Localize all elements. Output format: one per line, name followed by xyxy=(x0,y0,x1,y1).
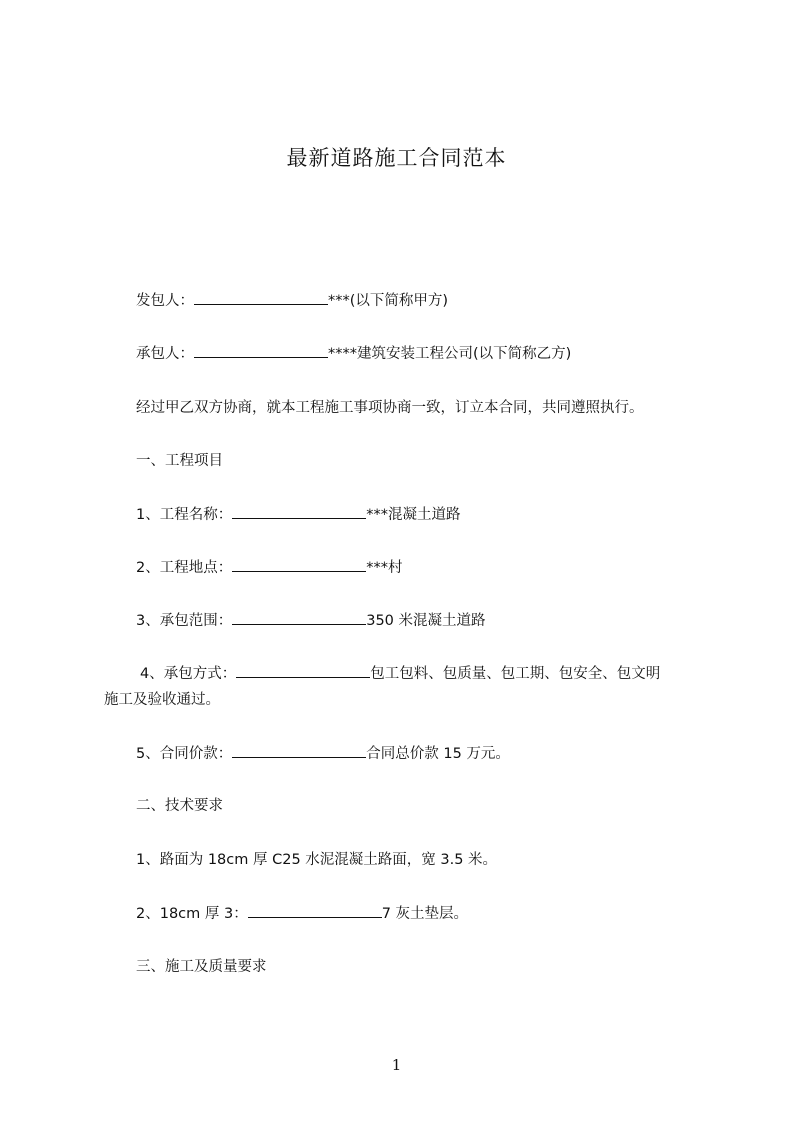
technical-item-2 xyxy=(136,903,468,924)
employer-blank[interactable] xyxy=(194,290,328,305)
technical-item-2-value: 7 灰土垫层。 xyxy=(381,906,469,922)
contract-price-value: 合同总价款 15 万元。 xyxy=(366,746,510,762)
contractor-label: 承包人： xyxy=(136,346,194,362)
contract-price-line xyxy=(136,743,510,764)
project-name-blank[interactable] xyxy=(232,504,366,519)
contractor-line xyxy=(136,343,571,364)
contract-price-blank[interactable] xyxy=(232,743,366,758)
scope-blank[interactable] xyxy=(232,610,366,625)
section2-heading: 二、技术要求 xyxy=(136,798,223,814)
employer-value: ***(以下简称甲方) xyxy=(328,293,449,309)
technical-item-1: 1、路面为 18cm 厚 C25 水泥混凝土路面，宽 3.5 米。 xyxy=(136,852,498,868)
employer-label: 发包人： xyxy=(136,293,194,309)
employer-line xyxy=(136,290,448,311)
contract-mode-continuation: 施工及验收通过。 xyxy=(104,692,220,708)
contract-mode-line xyxy=(140,663,660,684)
scope-value: 350 米混凝土道路 xyxy=(366,613,486,629)
contract-mode-value: 包工包料、包质量、包工期、包安全、包文明 xyxy=(370,666,661,682)
project-name-label: 1、工程名称： xyxy=(136,507,233,523)
document-title: 最新道路施工合同范本 xyxy=(286,146,507,170)
project-name-value: ***混凝土道路 xyxy=(366,507,461,523)
contractor-value: ****建筑安装工程公司(以下简称乙方) xyxy=(328,346,572,362)
project-location-label: 2、工程地点： xyxy=(136,560,233,576)
scope-line xyxy=(136,610,486,631)
project-location-line xyxy=(136,557,402,578)
project-name-line xyxy=(136,504,460,525)
contract-mode-blank[interactable] xyxy=(236,663,370,678)
scope-label: 3、承包范围： xyxy=(136,613,233,629)
project-location-value: ***村 xyxy=(366,560,403,576)
technical-item-2-label: 2、18cm 厚 3： xyxy=(136,906,248,922)
intro-paragraph: 经过甲乙双方协商，就本工程施工事项协商一致，订立本合同，共同遵照执行。 xyxy=(136,400,644,416)
technical-item-2-blank[interactable] xyxy=(248,903,382,918)
section3-heading: 三、施工及质量要求 xyxy=(136,959,267,975)
page-number: 1 xyxy=(391,1056,402,1074)
contract-price-label: 5、合同价款： xyxy=(136,746,233,762)
project-location-blank[interactable] xyxy=(232,557,366,572)
section1-heading: 一、工程项目 xyxy=(136,453,223,469)
contractor-blank[interactable] xyxy=(194,343,328,358)
contract-mode-label: 4、承包方式： xyxy=(140,666,237,682)
